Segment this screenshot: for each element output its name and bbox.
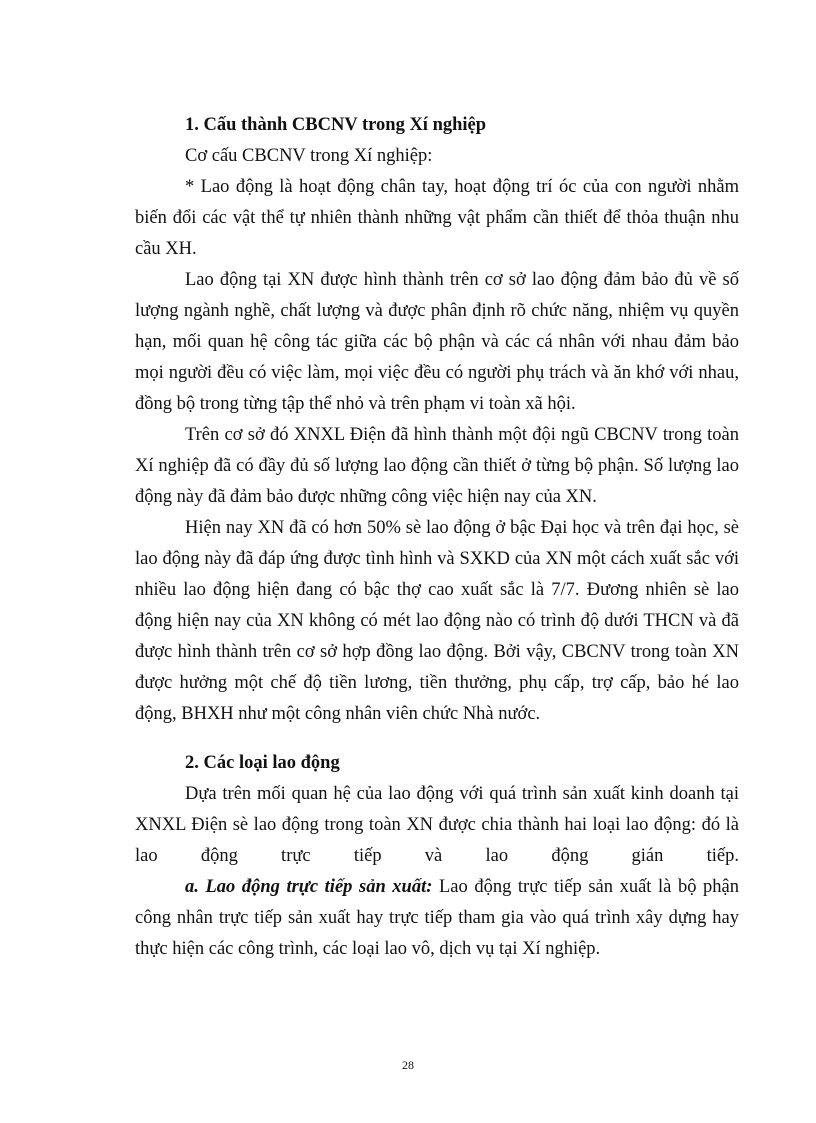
paragraph: Trên cơ sở đó XNXL Điện đã hình thành một đội ngũ CBCNV trong toàn Xí nghiệp đã có đầy đủ số lượng lao động cần thiết ở từng bộ phận. Số lượng lao động này đã đảm bảo được những công việc hiện nay của XN. <box>135 425 739 507</box>
paragraph: * Lao động là hoạt động chân tay, hoạt động trí óc của con người nhằm biến đổi các vật thể tự nhiên thành những vật phẩm cần thiết để thỏa thuận nhu cầu XH. <box>135 177 739 259</box>
page-number: 28 <box>402 1058 414 1072</box>
paragraph: Hiện nay XN đã có hơn 50% sè lao động ở bậc Đại học và trên đại học, sè lao động này đã đáp ứng được tình hình và SXKD của XN một cách xuất sắc với nhiều lao động hiện đang có bậc thợ cao xuất sắc là 7/7. Đương nhiên sè lao động hiện nay của XN không có mét lao động nào có trình độ dưới THCN và đã được hình thành trên cơ sở hợp đồng lao động. Bởi vậy, CBCNV trong toàn XN được hưởng một chế độ tiền lương, tiền thưởng, phụ cấp, trợ cấp, bảo hé lao động, BHXH như một công nhân viên chức Nhà nước. <box>135 518 739 724</box>
page-content <box>135 110 739 965</box>
section-gap <box>135 730 739 748</box>
section-2-heading: 2. Các loại lao động <box>185 753 340 773</box>
paragraph: Lao động tại XN được hình thành trên cơ sở lao động đảm bảo đủ về số lượng ngành nghề, chất lượng và được phân định rõ chức năng, nhiệm vụ quyền hạn, mối quan hệ công tác giữa các bộ phận và các cá nhân với nhau đảm bảo mọi người đều có việc làm, mọi việc đều có người phụ trách và ăn khớ với nhau, đồng bộ trong từng tập thể nhỏ và trên phạm vi toàn xã hội. <box>135 270 739 414</box>
subsection-text: Lao động trực tiếp sản xuất là bộ phận công nhân trực tiếp sản xuất hay trực tiếp tham gia vào quá trình xây dựng hay thực hiện các công trình, các loại lao vô, dịch vụ tại Xí nghiệp. <box>135 877 739 959</box>
subsection-paragraph <box>135 872 739 965</box>
section-1-heading: 1. Cấu thành CBCNV trong Xí nghiệp <box>185 115 487 135</box>
paragraph: Cơ cấu CBCNV trong Xí nghiệp: <box>185 146 433 166</box>
subsection-title: a. Lao động trực tiếp sản xuất: <box>185 877 433 897</box>
paragraph: Dựa trên mối quan hệ của lao động với quá trình sản xuất kinh doanh tại XNXL Điện sè lao động trong toàn XN được chia thành hai loại lao động: đó là lao động trực tiếp và lao động gián tiếp. <box>135 784 739 866</box>
